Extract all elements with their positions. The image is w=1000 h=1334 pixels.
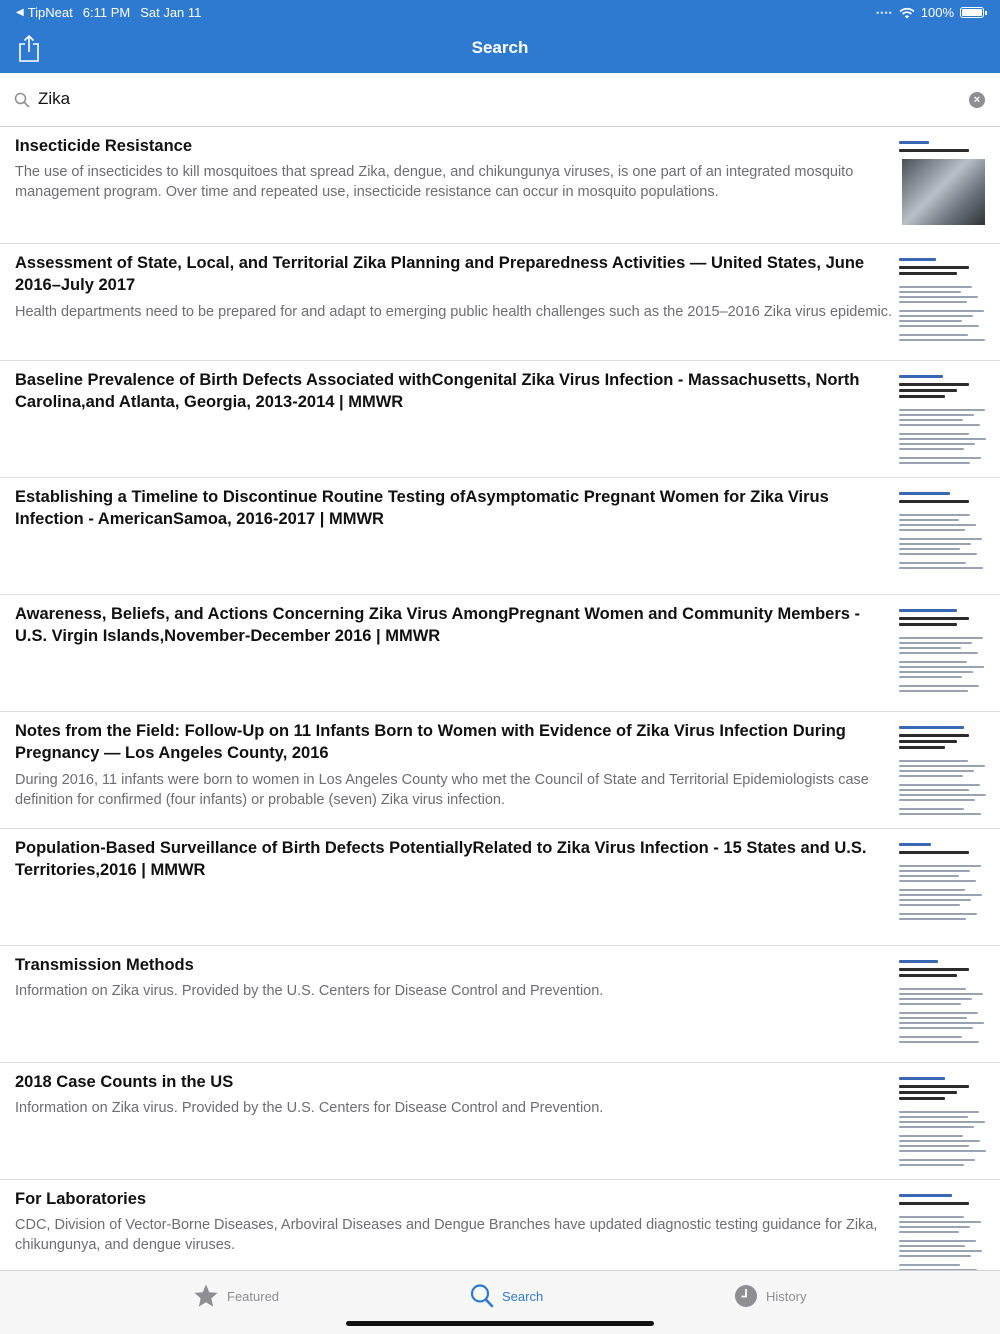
result-thumbnail	[897, 1073, 987, 1171]
result-thumbnail	[897, 371, 987, 469]
status-bar	[0, 0, 1000, 24]
wifi-icon	[899, 7, 915, 19]
star-icon	[193, 1283, 219, 1309]
result-title: Awareness, Beliefs, and Actions Concerning Zika Virus AmongPregnant Women and Community Members - U.S. Virgin Islands,November-December 2016 | MMWR	[15, 605, 861, 645]
battery-icon	[960, 7, 984, 18]
result-title: Baseline Prevalence of Birth Defects Associated withCongenital Zika Virus Infection - Massachusetts, North Carolina,and Atlanta, Georgia, 2013-2014 | MMWR	[15, 371, 860, 411]
result-row[interactable]	[0, 244, 1000, 361]
battery-percent: 100%	[920, 5, 954, 20]
status-right	[876, 5, 984, 20]
result-thumbnail	[897, 488, 987, 586]
clear-icon[interactable]: ×	[969, 92, 985, 108]
result-title: Insecticide Resistance	[15, 137, 193, 155]
result-title: 2018 Case Counts in the US	[15, 1073, 234, 1091]
result-row[interactable]	[0, 829, 1000, 946]
tab-history[interactable]	[734, 1283, 806, 1309]
search-bar	[0, 73, 1000, 127]
result-thumbnail	[897, 254, 987, 352]
result-thumbnail	[897, 722, 987, 820]
home-indicator	[346, 1321, 654, 1326]
status-time: 6:11 PM	[82, 5, 131, 20]
result-title: For Laboratories	[15, 1190, 147, 1208]
result-description: Information on Zika virus. Provided by the U.S. Centers for Disease Control and Prevention.	[15, 983, 604, 999]
clock-icon	[734, 1283, 758, 1309]
tab-history-label: History	[766, 1288, 807, 1304]
navigation-header	[0, 0, 1000, 73]
result-thumbnail	[897, 956, 987, 1054]
search-icon	[470, 1283, 494, 1309]
back-arrow-icon[interactable]: ◀	[16, 7, 24, 18]
result-row[interactable]	[0, 595, 1000, 712]
tab-featured[interactable]	[193, 1283, 279, 1309]
result-title: Transmission Methods	[15, 956, 194, 974]
result-thumbnail	[897, 605, 987, 703]
result-description: Health departments need to be prepared for and adapt to emerging public health challenges such as the 2015–2016 Zika virus epidemic.	[15, 304, 893, 320]
result-thumbnail	[897, 839, 987, 937]
search-icon	[14, 92, 30, 108]
result-row[interactable]	[0, 127, 1000, 244]
tab-featured-label: Featured	[227, 1288, 280, 1304]
result-row[interactable]	[0, 361, 1000, 478]
result-title: Assessment of State, Local, and Territorial Zika Planning and Preparedness Activities — United States, June 2016–July 2017	[15, 254, 865, 294]
result-description: CDC, Division of Vector-Borne Diseases, Arboviral Diseases and Dengue Branches have updated diagnostic testing guidance for Zika, chikungunya, and dengue viruses.	[15, 1217, 878, 1253]
page-title: Search	[471, 38, 529, 57]
tab-search-label: Search	[502, 1288, 544, 1304]
result-title: Establishing a Timeline to Discontinue Routine Testing ofAsymptomatic Pregnant Women for Zika Virus Infection - AmericanSamoa, 2016-2017 | MMWR	[15, 488, 829, 528]
result-row[interactable]	[0, 712, 1000, 829]
multitasking-dots-icon: ••••	[876, 7, 893, 18]
status-date: Sat Jan 11	[140, 5, 202, 20]
status-left	[16, 5, 201, 20]
result-title: Population-Based Surveillance of Birth Defects PotentiallyRelated to Zika Virus Infection - 15 States and U.S. Territories,2016 | MMWR	[15, 839, 867, 879]
search-input[interactable]	[38, 89, 938, 109]
result-row[interactable]	[0, 1063, 1000, 1180]
result-title: Notes from the Field: Follow-Up on 11 Infants Born to Women with Evidence of Zika Virus Infection During Pregnancy — Los Angeles County, 2016	[15, 722, 846, 762]
result-row[interactable]	[0, 478, 1000, 595]
result-description: During 2016, 11 infants were born to women in Los Angeles County who met the Council of State and Territorial Epidemiologists case definition for confirmed (four infants) or probable (seven) Zika virus infection.	[15, 772, 869, 808]
tab-search[interactable]	[470, 1283, 543, 1309]
result-description: Information on Zika virus. Provided by the U.S. Centers for Disease Control and Prevention.	[15, 1100, 604, 1116]
result-description: The use of insecticides to kill mosquitoes that spread Zika, dengue, and chikungunya viruses, is one part of an integrated mosquito management program. Over time and repeated use, insecticide resistance can occur in mosquito populations.	[15, 164, 854, 200]
result-thumbnail	[897, 137, 987, 235]
results-list	[0, 127, 1000, 1297]
back-app-label[interactable]: TipNeat	[27, 5, 73, 20]
result-row[interactable]	[0, 946, 1000, 1063]
